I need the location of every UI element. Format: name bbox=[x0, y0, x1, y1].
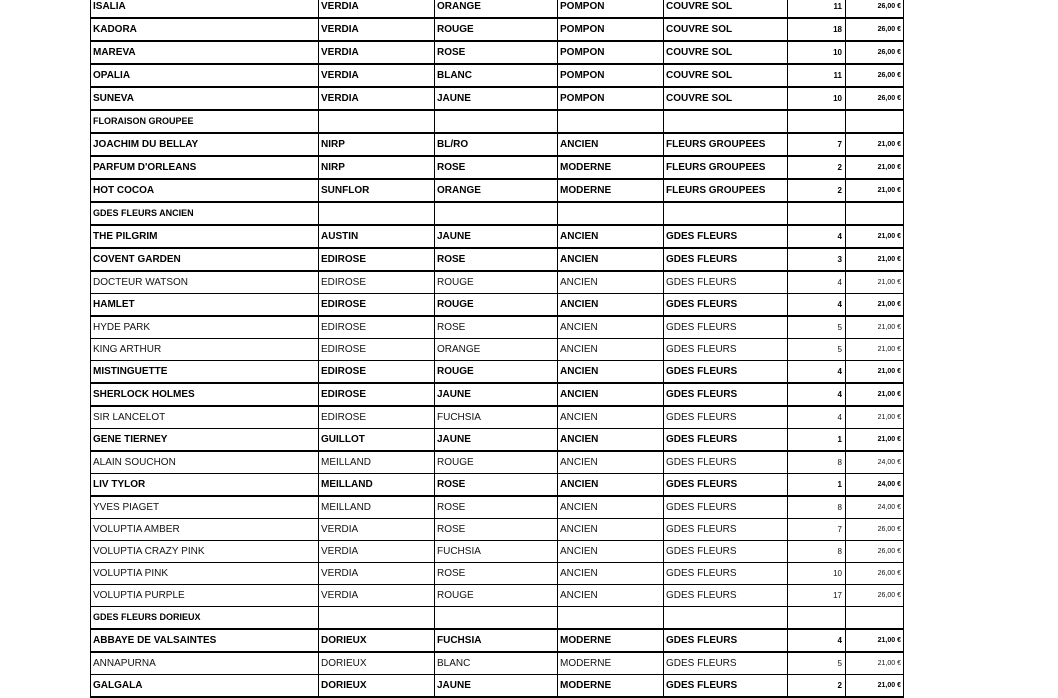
category-cell: GDES FLEURS bbox=[664, 585, 788, 607]
price-cell: 26,00 € bbox=[846, 87, 904, 110]
variety-name-cell: SIR LANCELOT bbox=[91, 406, 319, 429]
rose-type-cell: MODERNE bbox=[558, 156, 664, 179]
price-cell: 21,00 € bbox=[846, 675, 904, 698]
color-cell: ROSE bbox=[435, 474, 558, 497]
breeder-cell: NIRP bbox=[319, 133, 435, 156]
price-cell: 21,00 € bbox=[846, 271, 904, 294]
table-row bbox=[91, 451, 904, 474]
variety-name-cell: ISALIA bbox=[91, 0, 319, 18]
price-cell: 26,00 € bbox=[846, 541, 904, 563]
rose-type-cell: POMPON bbox=[558, 0, 664, 18]
quantity-cell: 4 bbox=[788, 383, 846, 406]
category-cell: GDES FLEURS bbox=[664, 563, 788, 585]
variety-name-cell: DOCTEUR WATSON bbox=[91, 271, 319, 294]
variety-name-cell: LIV TYLOR bbox=[91, 474, 319, 497]
quantity-cell: 3 bbox=[788, 248, 846, 271]
variety-name-cell: SUNEVA bbox=[91, 87, 319, 110]
table-row bbox=[91, 429, 904, 452]
price-cell: 26,00 € bbox=[846, 41, 904, 64]
table-row bbox=[91, 406, 904, 429]
color-cell: ORANGE bbox=[435, 179, 558, 202]
color-cell: ROSE bbox=[435, 519, 558, 541]
price-cell: 21,00 € bbox=[846, 294, 904, 317]
rose-type-cell: ANCIEN bbox=[558, 429, 664, 452]
color-cell: ROUGE bbox=[435, 271, 558, 294]
color-cell: BL/RO bbox=[435, 133, 558, 156]
table-row bbox=[91, 179, 904, 202]
quantity-cell: 4 bbox=[788, 629, 846, 652]
category-cell: GDES FLEURS bbox=[664, 541, 788, 563]
breeder-cell: VERDIA bbox=[319, 41, 435, 64]
quantity-cell: 10 bbox=[788, 563, 846, 585]
breeder-cell: VERDIA bbox=[319, 519, 435, 541]
empty-cell bbox=[558, 202, 664, 225]
rose-inventory-table bbox=[90, 0, 904, 698]
color-cell: ROSE bbox=[435, 563, 558, 585]
table-row bbox=[91, 675, 904, 698]
rose-type-cell: ANCIEN bbox=[558, 519, 664, 541]
color-cell: ROSE bbox=[435, 316, 558, 339]
color-cell: ROUGE bbox=[435, 361, 558, 384]
table-row bbox=[91, 339, 904, 361]
quantity-cell: 7 bbox=[788, 519, 846, 541]
table-row bbox=[91, 0, 904, 18]
variety-name-cell: YVES PIAGET bbox=[91, 496, 319, 519]
color-cell: ROSE bbox=[435, 248, 558, 271]
table-row bbox=[91, 585, 904, 607]
variety-name-cell: KADORA bbox=[91, 18, 319, 41]
color-cell: FUCHSIA bbox=[435, 406, 558, 429]
breeder-cell: EDIROSE bbox=[319, 339, 435, 361]
empty-cell bbox=[435, 607, 558, 630]
color-cell: ORANGE bbox=[435, 339, 558, 361]
variety-name-cell: HOT COCOA bbox=[91, 179, 319, 202]
category-cell: GDES FLEURS bbox=[664, 652, 788, 675]
color-cell: JAUNE bbox=[435, 225, 558, 248]
empty-cell bbox=[319, 110, 435, 133]
empty-cell bbox=[846, 607, 904, 630]
color-cell: ROUGE bbox=[435, 585, 558, 607]
category-cell: COUVRE SOL bbox=[664, 41, 788, 64]
breeder-cell: EDIROSE bbox=[319, 383, 435, 406]
variety-name-cell: KING ARTHUR bbox=[91, 339, 319, 361]
price-cell: 26,00 € bbox=[846, 519, 904, 541]
table-row bbox=[91, 87, 904, 110]
quantity-cell: 1 bbox=[788, 429, 846, 452]
variety-name-cell: VOLUPTIA CRAZY PINK bbox=[91, 541, 319, 563]
price-cell: 26,00 € bbox=[846, 0, 904, 18]
table-row bbox=[91, 225, 904, 248]
breeder-cell: DORIEUX bbox=[319, 629, 435, 652]
table-row bbox=[91, 248, 904, 271]
empty-cell bbox=[435, 202, 558, 225]
quantity-cell: 11 bbox=[788, 64, 846, 87]
table-row bbox=[91, 496, 904, 519]
empty-cell bbox=[788, 607, 846, 630]
price-cell: 21,00 € bbox=[846, 652, 904, 675]
category-cell: FLEURS GROUPEES bbox=[664, 133, 788, 156]
rose-type-cell: ANCIEN bbox=[558, 316, 664, 339]
table-row bbox=[91, 652, 904, 675]
category-cell: GDES FLEURS bbox=[664, 248, 788, 271]
quantity-cell: 5 bbox=[788, 316, 846, 339]
rose-type-cell: POMPON bbox=[558, 18, 664, 41]
category-cell: GDES FLEURS bbox=[664, 383, 788, 406]
quantity-cell: 7 bbox=[788, 133, 846, 156]
table-row bbox=[91, 519, 904, 541]
color-cell: JAUNE bbox=[435, 383, 558, 406]
category-cell: GDES FLEURS bbox=[664, 519, 788, 541]
quantity-cell: 4 bbox=[788, 271, 846, 294]
price-cell: 21,00 € bbox=[846, 383, 904, 406]
rose-type-cell: ANCIEN bbox=[558, 563, 664, 585]
category-cell: GDES FLEURS bbox=[664, 316, 788, 339]
table-row bbox=[91, 563, 904, 585]
table-row bbox=[91, 41, 904, 64]
breeder-cell: EDIROSE bbox=[319, 361, 435, 384]
section-header-row bbox=[91, 110, 904, 133]
variety-name-cell: THE PILGRIM bbox=[91, 225, 319, 248]
table-row bbox=[91, 18, 904, 41]
table-row bbox=[91, 271, 904, 294]
variety-name-cell: MAREVA bbox=[91, 41, 319, 64]
price-cell: 26,00 € bbox=[846, 18, 904, 41]
rose-type-cell: ANCIEN bbox=[558, 248, 664, 271]
variety-name-cell: GENE TIERNEY bbox=[91, 429, 319, 452]
empty-cell bbox=[664, 607, 788, 630]
price-cell: 26,00 € bbox=[846, 585, 904, 607]
price-cell: 21,00 € bbox=[846, 248, 904, 271]
color-cell: FUCHSIA bbox=[435, 629, 558, 652]
price-cell: 21,00 € bbox=[846, 429, 904, 452]
category-cell: GDES FLEURS bbox=[664, 451, 788, 474]
table-row bbox=[91, 383, 904, 406]
quantity-cell: 8 bbox=[788, 541, 846, 563]
breeder-cell: EDIROSE bbox=[319, 406, 435, 429]
variety-name-cell: MISTINGUETTE bbox=[91, 361, 319, 384]
section-header-row bbox=[91, 202, 904, 225]
rose-type-cell: MODERNE bbox=[558, 179, 664, 202]
breeder-cell: VERDIA bbox=[319, 64, 435, 87]
quantity-cell: 4 bbox=[788, 225, 846, 248]
price-cell: 21,00 € bbox=[846, 225, 904, 248]
category-cell: FLEURS GROUPEES bbox=[664, 179, 788, 202]
variety-name-cell: VOLUPTIA PURPLE bbox=[91, 585, 319, 607]
section-title: GDES FLEURS DORIEUX bbox=[91, 607, 319, 630]
breeder-cell: VERDIA bbox=[319, 541, 435, 563]
rose-type-cell: ANCIEN bbox=[558, 541, 664, 563]
rose-type-cell: ANCIEN bbox=[558, 585, 664, 607]
empty-cell bbox=[788, 110, 846, 133]
variety-name-cell: HAMLET bbox=[91, 294, 319, 317]
quantity-cell: 8 bbox=[788, 496, 846, 519]
variety-name-cell: ABBAYE DE VALSAINTES bbox=[91, 629, 319, 652]
color-cell: ROSE bbox=[435, 496, 558, 519]
breeder-cell: EDIROSE bbox=[319, 248, 435, 271]
breeder-cell: DORIEUX bbox=[319, 675, 435, 698]
variety-name-cell: COVENT GARDEN bbox=[91, 248, 319, 271]
variety-name-cell: OPALIA bbox=[91, 64, 319, 87]
empty-cell bbox=[788, 202, 846, 225]
category-cell: GDES FLEURS bbox=[664, 361, 788, 384]
rose-type-cell: MODERNE bbox=[558, 629, 664, 652]
category-cell: GDES FLEURS bbox=[664, 429, 788, 452]
rose-type-cell: POMPON bbox=[558, 87, 664, 110]
breeder-cell: AUSTIN bbox=[319, 225, 435, 248]
quantity-cell: 5 bbox=[788, 339, 846, 361]
table-row bbox=[91, 629, 904, 652]
quantity-cell: 2 bbox=[788, 179, 846, 202]
variety-name-cell: GALGALA bbox=[91, 675, 319, 698]
rose-type-cell: ANCIEN bbox=[558, 496, 664, 519]
rose-type-cell: POMPON bbox=[558, 64, 664, 87]
variety-name-cell: VOLUPTIA AMBER bbox=[91, 519, 319, 541]
color-cell: JAUNE bbox=[435, 429, 558, 452]
rose-type-cell: ANCIEN bbox=[558, 451, 664, 474]
color-cell: ORANGE bbox=[435, 0, 558, 18]
breeder-cell: SUNFLOR bbox=[319, 179, 435, 202]
section-title: GDES FLEURS ANCIEN bbox=[91, 202, 319, 225]
table-row bbox=[91, 361, 904, 384]
rose-type-cell: ANCIEN bbox=[558, 361, 664, 384]
quantity-cell: 2 bbox=[788, 675, 846, 698]
color-cell: FUCHSIA bbox=[435, 541, 558, 563]
table-row bbox=[91, 474, 904, 497]
category-cell: GDES FLEURS bbox=[664, 406, 788, 429]
color-cell: BLANC bbox=[435, 652, 558, 675]
table-row bbox=[91, 316, 904, 339]
quantity-cell: 8 bbox=[788, 451, 846, 474]
category-cell: FLEURS GROUPEES bbox=[664, 156, 788, 179]
category-cell: COUVRE SOL bbox=[664, 64, 788, 87]
category-cell: COUVRE SOL bbox=[664, 87, 788, 110]
color-cell: JAUNE bbox=[435, 87, 558, 110]
breeder-cell: EDIROSE bbox=[319, 271, 435, 294]
empty-cell bbox=[846, 202, 904, 225]
quantity-cell: 10 bbox=[788, 41, 846, 64]
table-row bbox=[91, 156, 904, 179]
table-row bbox=[91, 64, 904, 87]
price-cell: 21,00 € bbox=[846, 361, 904, 384]
category-cell: GDES FLEURS bbox=[664, 474, 788, 497]
table-row bbox=[91, 133, 904, 156]
color-cell: ROSE bbox=[435, 156, 558, 179]
section-header-row bbox=[91, 607, 904, 630]
breeder-cell: EDIROSE bbox=[319, 316, 435, 339]
category-cell: COUVRE SOL bbox=[664, 0, 788, 18]
breeder-cell: MEILLAND bbox=[319, 474, 435, 497]
price-cell: 26,00 € bbox=[846, 64, 904, 87]
variety-name-cell: VOLUPTIA PINK bbox=[91, 563, 319, 585]
quantity-cell: 4 bbox=[788, 361, 846, 384]
breeder-cell: GUILLOT bbox=[319, 429, 435, 452]
quantity-cell: 11 bbox=[788, 0, 846, 18]
rose-type-cell: ANCIEN bbox=[558, 271, 664, 294]
rose-type-cell: ANCIEN bbox=[558, 383, 664, 406]
breeder-cell: VERDIA bbox=[319, 0, 435, 18]
price-cell: 21,00 € bbox=[846, 179, 904, 202]
price-cell: 21,00 € bbox=[846, 339, 904, 361]
quantity-cell: 5 bbox=[788, 652, 846, 675]
breeder-cell: VERDIA bbox=[319, 87, 435, 110]
category-cell: GDES FLEURS bbox=[664, 675, 788, 698]
empty-cell bbox=[319, 202, 435, 225]
rose-type-cell: ANCIEN bbox=[558, 294, 664, 317]
category-cell: GDES FLEURS bbox=[664, 496, 788, 519]
rose-type-cell: ANCIEN bbox=[558, 474, 664, 497]
breeder-cell: EDIROSE bbox=[319, 294, 435, 317]
quantity-cell: 18 bbox=[788, 18, 846, 41]
rose-type-cell: ANCIEN bbox=[558, 133, 664, 156]
price-cell: 26,00 € bbox=[846, 563, 904, 585]
rose-type-cell: MODERNE bbox=[558, 652, 664, 675]
variety-name-cell: PARFUM D'ORLEANS bbox=[91, 156, 319, 179]
breeder-cell: VERDIA bbox=[319, 18, 435, 41]
breeder-cell: VERDIA bbox=[319, 563, 435, 585]
color-cell: ROUGE bbox=[435, 451, 558, 474]
price-cell: 24,00 € bbox=[846, 474, 904, 497]
price-cell: 21,00 € bbox=[846, 316, 904, 339]
price-cell: 21,00 € bbox=[846, 156, 904, 179]
category-cell: GDES FLEURS bbox=[664, 225, 788, 248]
category-cell: COUVRE SOL bbox=[664, 18, 788, 41]
rose-type-cell: POMPON bbox=[558, 41, 664, 64]
price-cell: 21,00 € bbox=[846, 133, 904, 156]
color-cell: ROUGE bbox=[435, 294, 558, 317]
quantity-cell: 4 bbox=[788, 294, 846, 317]
empty-cell bbox=[319, 607, 435, 630]
empty-cell bbox=[846, 110, 904, 133]
color-cell: BLANC bbox=[435, 64, 558, 87]
price-cell: 21,00 € bbox=[846, 629, 904, 652]
price-cell: 24,00 € bbox=[846, 496, 904, 519]
color-cell: ROUGE bbox=[435, 18, 558, 41]
quantity-cell: 4 bbox=[788, 406, 846, 429]
rose-type-cell: MODERNE bbox=[558, 675, 664, 698]
color-cell: JAUNE bbox=[435, 675, 558, 698]
section-title: FLORAISON GROUPEE bbox=[91, 110, 319, 133]
category-cell: GDES FLEURS bbox=[664, 629, 788, 652]
table-row bbox=[91, 294, 904, 317]
variety-name-cell: HYDE PARK bbox=[91, 316, 319, 339]
rose-type-cell: ANCIEN bbox=[558, 225, 664, 248]
price-cell: 24,00 € bbox=[846, 451, 904, 474]
quantity-cell: 10 bbox=[788, 87, 846, 110]
breeder-cell: NIRP bbox=[319, 156, 435, 179]
category-cell: GDES FLEURS bbox=[664, 339, 788, 361]
quantity-cell: 2 bbox=[788, 156, 846, 179]
empty-cell bbox=[664, 202, 788, 225]
empty-cell bbox=[664, 110, 788, 133]
variety-name-cell: ANNAPURNA bbox=[91, 652, 319, 675]
rose-type-cell: ANCIEN bbox=[558, 339, 664, 361]
breeder-cell: MEILLAND bbox=[319, 451, 435, 474]
category-cell: GDES FLEURS bbox=[664, 294, 788, 317]
empty-cell bbox=[435, 110, 558, 133]
breeder-cell: VERDIA bbox=[319, 585, 435, 607]
variety-name-cell: ALAIN SOUCHON bbox=[91, 451, 319, 474]
variety-name-cell: JOACHIM DU BELLAY bbox=[91, 133, 319, 156]
breeder-cell: DORIEUX bbox=[319, 652, 435, 675]
quantity-cell: 17 bbox=[788, 585, 846, 607]
variety-name-cell: SHERLOCK HOLMES bbox=[91, 383, 319, 406]
breeder-cell: MEILLAND bbox=[319, 496, 435, 519]
quantity-cell: 1 bbox=[788, 474, 846, 497]
empty-cell bbox=[558, 110, 664, 133]
rose-type-cell: ANCIEN bbox=[558, 406, 664, 429]
color-cell: ROSE bbox=[435, 41, 558, 64]
category-cell: GDES FLEURS bbox=[664, 271, 788, 294]
table-row bbox=[91, 541, 904, 563]
price-cell: 21,00 € bbox=[846, 406, 904, 429]
empty-cell bbox=[558, 607, 664, 630]
